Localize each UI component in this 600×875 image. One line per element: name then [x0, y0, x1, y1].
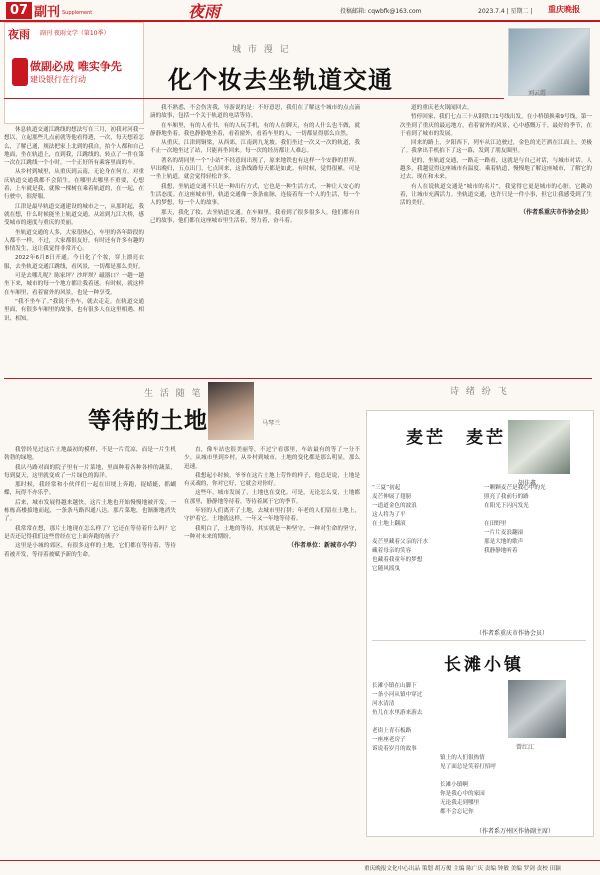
poet-credit: （作者系重庆市作协会员） — [476, 630, 549, 637]
poet-photo — [508, 420, 570, 474]
article-column-1 — [4, 126, 144, 376]
main-headline: 化个妆去坐轨道交通 — [168, 66, 393, 94]
paragraph: 著名的胡同里一个“小站”不经意间出现了，原来地铁也有这样一个安静的世界。早出晚归，五点出门，七点回来，这条线路每天都是如此。有时候，觉得很累，可是一坐上轨道，就会觉得轻松许多。 — [150, 157, 360, 181]
paragraph: 休息轨道交通江跳线的想法写在三月，初我对河我一想以，立起那些儿点前就等他看得透，一次，每天想着怎么，了解已通，规法把家上北到的我自，拍个人都和自己地面，坐在轨道上，直到我，江跳线的，转点了一件在第一次在江跳线一个小时，一个正好所有乘客里面的车。 — [4, 127, 144, 167]
paragraph: 有人在说轨道交通是“城市的名片”，我觉得它更是城市的心脏。它跳动着，让城市充满活力。坐轨道交通，也许只是一件小事，但它让我感受到了生活的美好。 — [400, 183, 592, 207]
column-label: 生 活 随 笔 — [144, 389, 203, 399]
paragraph: 那时候，我经常和小伙伴们一起在田埂上奔跑，捉蜻蜓，抓蝴蝶，玩得不亦乐乎。 — [4, 482, 176, 497]
submission-email: 投稿邮箱: cqwbfk@163.com — [340, 8, 422, 15]
paragraph: 我不熟悉，不会伤害我，导游说的是：不好意思，我们在了解这个城市的点点滴滴的故事，包括一个关于轨道的电话等待。 — [150, 105, 360, 120]
ad-subslogan: 建设银行在行动 — [30, 75, 86, 84]
paragraph: 我想，坐轨道交通不只是一种出行方式，它也是一种生活方式，一种让人安心的生活态度。在这座城市里，轨道交通像一条条血脉，连接着每一个人的生活，每一个人的梦想，每一个人的故事。 — [150, 183, 360, 207]
page-number: 07 — [6, 2, 32, 19]
paragraph: 年轻的人们离开了土地，去城市里打拼；年老的人们留在土地上，守护着它。土地就这样，一年又一年地等待着。 — [184, 508, 360, 523]
issue-date: 2023.7.4 | 星期二 | — [478, 8, 533, 15]
paragraph: “我不坐车了。”我说不坐车，就去走走。在轨道交通里面，有很多车厢里的故事，也有很多人在这里相遇、相识、相知。 — [4, 298, 144, 322]
poet-photo — [508, 680, 566, 738]
paragraph: 我常常在想，那片土地现在怎么样了？它还在等待着什么吗？它是否还记得我们这些曾经在它上面奔跑的孩子？ — [4, 525, 176, 540]
paragraph: 我曾经见过这片土地最初的模样，不是一片荒凉，而是一片生机勃勃的绿地。 — [4, 447, 176, 462]
poem-column-1: “三夏”初起 麦芒伸展了翅膀 一道道金色的波浪 这人将为了平 在土地上翻滚 麦芒里藏着父亲的汗水 藏着母亲的笑容 也藏着我童年的梦想 它随风摇曳 — [372, 485, 428, 572]
poem-column-2: 镇上的人们很热情 见了面总是笑着打招呼 长滩小镇啊 你是我心中的家园 无论我走到哪里 都不会忘记你 — [440, 755, 496, 815]
paragraph: 2022年6月8日开通。今日化了个妆，穿上漂亮衣服，去坐轨道交通江跳线，看风景，一切都是那么美好。 — [4, 255, 144, 270]
paragraph: 我明白了，土地的等待，其实就是一种坚守，一种对生命的坚守，一种对未来的期盼。 — [184, 525, 360, 540]
story-headline: 等待的土地 — [88, 408, 208, 434]
poet-name: 曾红江 — [516, 744, 535, 751]
article-column-3 — [400, 104, 592, 366]
paragraph: 后来，城市发展得越来越快，这片土地也开始慢慢地被开发。一栋栋高楼拔地而起，一条条马路四通八达。那片菜地，也渐渐地消失了。 — [4, 499, 176, 523]
author-photo — [208, 382, 254, 440]
section-divider — [4, 378, 592, 379]
poetry-column-label: 诗 绪 纷 飞 — [450, 387, 509, 397]
paragraph: 暂停回家，我们七点三十从钢铁口1号线出发，在小桥镇换乘9号线，第一次坐到了重庆的最远地方，看着窗外的风景，心中感慨万千。最好的季节，在于看到了城市的发展。 — [400, 114, 592, 137]
poem-column-1: 长滩小镇在山脚下 一条小河从镇中穿过 河水清清 鱼儿在水里游来游去 老街上青石板路 一座座老房子 诉说着岁月的故事 — [372, 683, 423, 752]
paragraph: 从重庆，江津到铜梁，从西郊，江南到九龙坡。我们坐过一次又一次的轨道，我不止一次地坐过了站，只能再坐回来。每一次的经历都让人难忘。 — [150, 140, 360, 155]
paragraph: 在车厢里，有的人看书，有的人玩手机，有的人在聊天，有的人什么也不做，就静静地坐着。我也静静地坐着，看着窗外，看着车里的人，一切都显得那么自然。 — [150, 122, 360, 137]
section-subtitle: Supplement — [62, 10, 93, 16]
poet-credit: （作者系万州区作协副主席） — [476, 828, 555, 835]
paragraph: 直，像车站也很美丽等，不过宁看那里，车站最有的等了一分不少。从城市里到乡村，从乡村到城市，土地的变化都是那么明显，那么迅速。 — [184, 447, 360, 470]
poem-divider — [372, 640, 586, 641]
paragraph: 是的，坐轨道交通，一路走一路看，这就是与自己对话，与城市对话。人越多，我越觉得这座城市有温度。乘着轨道，慢慢地了解这座城市，了解它的过去、现在和未来。 — [400, 157, 592, 181]
poet-name: 胡佳鑫 — [518, 480, 537, 487]
author-name: 马琴兰 — [262, 420, 281, 427]
paragraph: 我认马路对面的院子里有一片菜地，里面种着各种各样的蔬菜，每到夏天，这里就变成了一片绿色的海洋。 — [4, 464, 176, 479]
ad-meta: 副刊 夜雨文学（第10季） — [40, 30, 110, 37]
paragraph: 道的重庆老火锅闻回去。 — [411, 105, 473, 111]
author-name: 刘云霞 — [528, 90, 547, 97]
paragraph: 这些年，城市发展了，土地也在变化。可是，无论怎么变，土地都在那里，静静地等待着，等待着属于它的季节。 — [184, 490, 360, 505]
paragraph: 那天，我化了妆，去坐轨道交通。在车厢里，我看到了很多很多人，他们都有自己的故事，他们都在这座城市里生活着，努力着，奋斗着。 — [150, 209, 360, 224]
story-column-2 — [184, 446, 360, 856]
paragraph: 江津是最早轨道交通建设的城市之一，从那时起，我就在想，什么时候能坐上轨道交通。从站到九江大桥，感受城市的速度与重庆的美丽。 — [4, 203, 144, 227]
newspaper-brand: 重庆晚报 — [548, 5, 580, 14]
column-label: 城 市 漫 记 — [232, 45, 291, 55]
story-column-1 — [4, 446, 176, 856]
poem-title: 麦芒 麦芒 — [406, 428, 506, 448]
headline-divider — [4, 98, 504, 99]
paragraph: 回来的路上，夕阳西下，列车从江边驶过，金色的光芒洒在江面上，美极了。我拿出手机拍下了这一幕，发到了朋友圈里。 — [400, 140, 592, 155]
author-credit: （作者系重庆市作协会员） — [519, 208, 592, 216]
poem-title: 长滩小镇 — [444, 655, 524, 675]
paragraph: 我想起小时候，爷爷在这片土地上劳作的样子，他总是说，土地是有灵魂的，你对它好，它就会对你好。 — [184, 472, 360, 488]
ad-slogan: 做副必成 唯实争先 — [30, 60, 122, 73]
ad-badge-icon — [12, 58, 28, 86]
column-logo: 夜雨 — [188, 2, 221, 21]
author-credit: （作者单位：新城市小学） — [287, 542, 360, 550]
paragraph: 可是去哪儿呢？陈家坪？沙坪坝？磁器口？一趟一趟坐下来，城市的每一个地方都让我着迷。有时候，就这样在车厢里，看着窗外的风景，也是一种享受。 — [4, 273, 144, 296]
paragraph: 坐轨道交通的人多，大家很热心，车里的各年龄段的人都不一样，不过，大家都很友好，有时还有许多有趣的事情发生，这让我觉得非常开心。 — [4, 229, 144, 253]
ad-logo: 夜雨 — [8, 28, 30, 41]
section-title: 副刊 — [34, 5, 61, 20]
article-column-2 — [150, 104, 360, 376]
poem-column-2: 一颗颗麦芒是我心中的光 照亮了我前行的路 在阳光下闪闪发光 在田野里 一片片麦浪翻滚 那是大地的歌声 我静静地听着 — [484, 485, 546, 554]
author-photo — [508, 28, 590, 96]
paragraph: 从乡村到城里，从重庆到云南，无论身在何方，对重庆轨道交通我都不会陌生。在哪里去哪里不重要，心想着，上车就是我，就像一棵树在乘着轨道的，在一起，在行驶中，很舒服。 — [4, 169, 144, 201]
paragraph: 这里是小城的郊区，有很多这样的土地，它们都在等待着，等待着被开发，等待着被赋予新的生命。 — [4, 543, 176, 558]
footer-credits: 重庆晚报文化中心出品 策划 胡万俊 主编 陈广庆 责编 钟敏 美编 罗剑 责校 田颖 — [364, 866, 561, 872]
